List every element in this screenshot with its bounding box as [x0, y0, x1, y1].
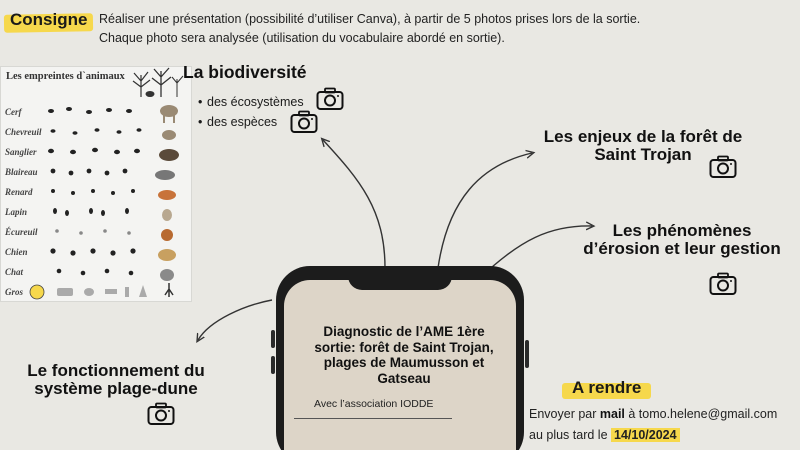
rendre-prefix: Envoyer par [529, 407, 600, 421]
animal-row-label: Renard [5, 187, 33, 197]
biodiv-list [198, 92, 304, 132]
list-item: • des espèces [198, 112, 304, 132]
rendre-label [562, 378, 651, 398]
phone-title: Diagnostic de l’AME 1ère sortie: forêt de Saint Trojan, plages de Maumusson et Gatseau [314, 324, 494, 386]
animal-tracks-illustration [1, 67, 192, 302]
list-item: • des écosystèmes [198, 92, 304, 112]
node-erosion: Les phénomènes d’érosion et leur gestion [583, 221, 781, 258]
animal-row-label: Chien [5, 247, 28, 257]
arrow-icon [438, 153, 532, 268]
arrow-icon [323, 140, 385, 268]
camera-icon [709, 155, 737, 179]
rendre-email: à tomo.helene@gmail.com [624, 407, 778, 421]
node-enjeux: Les enjeux de la forêt de Saint Trojan [543, 127, 743, 164]
animal-row-label: Chat [5, 267, 24, 277]
animal-row-label: Chevreuil [5, 127, 42, 137]
rendre-date: 14/10/2024 [611, 428, 680, 442]
phone-divider [294, 418, 452, 419]
animal-row-label: Sanglier [5, 147, 37, 157]
consigne-line-2: Chaque photo sera analysée (utilisation du vocabulaire abordé en sortie). [99, 31, 505, 45]
rendre-line-1 [529, 404, 777, 425]
animal-row-label: Lapin [5, 207, 28, 217]
camera-icon [290, 110, 318, 134]
rendre-mail-word: mail [599, 407, 625, 421]
phone-side-button [525, 340, 529, 368]
animal-tracks-image [0, 66, 192, 302]
phone-screen [284, 280, 516, 450]
phone-side-button [271, 356, 275, 374]
animal-row-label: Blaireau [5, 167, 38, 177]
camera-icon [316, 87, 344, 111]
consigne-label-text: Consigne [10, 10, 88, 29]
camera-icon [147, 402, 175, 426]
animal-row-label: Écureuil [5, 227, 38, 237]
camera-icon [709, 272, 737, 296]
animal-row-label: Cerf [5, 107, 22, 117]
animal-row-label: Gros [5, 287, 24, 297]
rendre-line-2 [529, 425, 777, 446]
phone-side-button [271, 330, 275, 348]
arrow-icon [198, 300, 272, 340]
animal-tracks-title: Les empreintes d`animaux [6, 71, 125, 82]
consigne-line-1: Réaliser une présentation (possibilité d’utiliser Canva), à partir de 5 photos prises lors de la sortie. [99, 12, 641, 26]
node-fonctionnement: Le fonctionnement du système plage-dune [27, 361, 205, 398]
rendre-label-text: A rendre [572, 378, 642, 397]
consigne-text [99, 10, 640, 48]
phone-subtitle: Avec l’association IODDE [314, 398, 434, 410]
phone-mockup [276, 266, 524, 450]
rendre-text [529, 404, 777, 446]
node-biodiversite: La biodiversité [183, 62, 307, 82]
consigne-label [4, 8, 93, 34]
phone-notch [348, 270, 452, 290]
rendre-deadline-prefix: au plus tard le [529, 428, 611, 442]
